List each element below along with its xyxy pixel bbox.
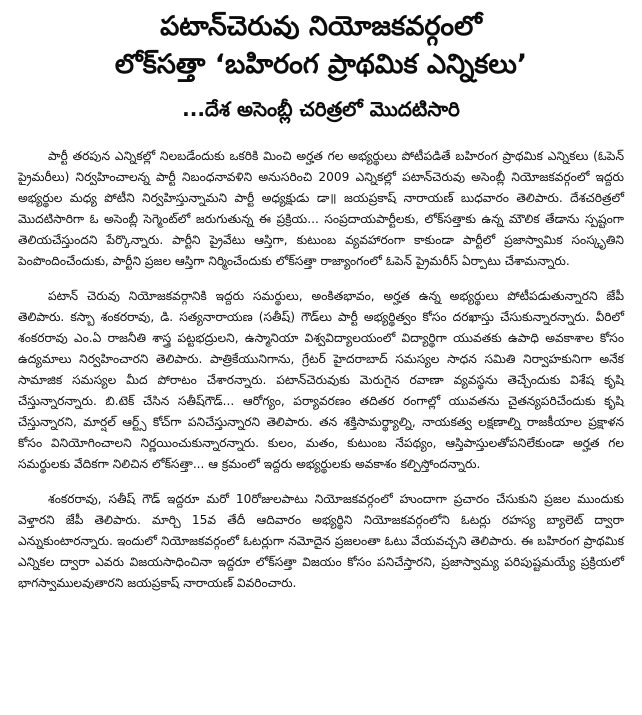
article-paragraph-1: పార్టీ తరపున ఎన్నికల్లో నిలబడేందుకు ఒకరికి మించి అర్హత గల అభ్యర్థులు పోటీపడితే బహిరంగ ప్రాథమిక ఎన్నికలు (ఓపెన్ ప్రైమరీలు) నిర్వహించాలన్న పార్టీ నిబంధనావళిని అనుసరించి 2009 ఎన్నికల్లో పటాన్‌చెరువు అసెంబ్లీ నియోజకవర్గంలో ఇద్దరు అభ్యర్థుల మధ్య పోటీని నిర్వహిస్తున్నామని పార్టీ అధ్యక్షుడు డా॥ జయప్రకాష్ నారాయణ్ బుధవారం తెలిపారు. దేశచరిత్రలో మొదటిసారిగా ఓ అసెంబ్లీ సెగ్మెంట్‌లో జరుగుతున్న ఈ ప్రక్రియ... సంప్రదాయపార్టీలకు, లోక్‌సత్తాకు ఉన్న మౌలిక తేడాను స్పష్టంగా తెలియచేస్తుందని పేర్కొన్నారు. పార్టీని ప్రైవేటు ఆస్తిగా, కుటుంబ వ్యవహారంగా కాకుండా పార్టీలో ప్రజాస్వామిక సంస్కృతిని పెంపొందించేందుకు, పార్టీని ప్రజల ఆస్తిగా నిర్మించేందుకు లోక్‌సత్తా రాజ్యాంగంలో ఓపెన్ ప్రైమరీస్ ఏర్పాటు చేశామన్నారు. bbox=[18, 149, 624, 268]
subheadline: ...దేశ అసెంబ్లీ చరిత్రలో మొదటిసారి bbox=[182, 97, 460, 121]
headline-line-1: పటాన్‌చెరువు నియోజకవర్గంలో bbox=[160, 11, 482, 42]
article-paragraph-3: శంకరరావు, సతీష్ గౌడ్ ఇద్దరూ మరో 10రోజులపాటు నియోజకవర్గంలో హుందాగా ప్రచారం చేసుకుని ప్రజల ముందుకు వెళ్తారని జేపీ తెలిపారు. మార్చి 15వ తేదీ ఆదివారం అభ్యర్థిని నియోజకవర్గంలోని ఓటర్లు రహస్య బ్యాలెట్ ద్వారా ఎన్నుకుంటారన్నారు. ఇందులో నియోజకవర్గంలో ఓటర్లుగా నమోదైన ప్రజలంతా ఓటు వేయవచ్చని తెలిపారు. ఈ బహిరంగ ప్రాథమిక ఎన్నికల ద్వారా ఎవరు విజయసాధించినా ఇద్దరూ లోక్‌సత్తా విజయం కోసం పనిచేస్తారని, ప్రజాస్వామ్య పరిపుష్టమయ్యే ప్రక్రియలో భాగస్వాములవుతారని జయప్రకాష్ నారాయణ్ వివరించారు. bbox=[18, 492, 624, 590]
headline-line-2: లోక్‌సత్తా ‘బహిరంగ ప్రాథమిక ఎన్నికలు’ bbox=[114, 49, 528, 80]
article-paragraph-2: పటాన్ చెరువు నియోజకవర్గానికి ఇద్దరు సమర్థులు, అంకితభావం, అర్హత ఉన్న అభ్యర్థులు పోటీపడుతున్నారని జేపీ తెలిపారు. కస్బా శంకరరావు, డి. సత్యనారాయణ (సతీష్) గౌడ్‌లు పార్టీ అభ్యర్థిత్వం కోసం దరఖాస్తు చేసుకున్నారన్నారు. వీరిలో శంకరరావు ఎం.ఏ రాజనీతి శాస్త్ర పట్టభద్రులని, ఉస్మానియా విశ్వవిద్యాలయంలో విద్యార్థిగా యువతకు ఉపాధి అవకాశాల కోసం ఉద్యమాలు నిర్వహించారని తెలిపారు. పాత్రికేయునిగాను, గ్రేటర్ హైదరాబాద్ సమస్యల సాధన సమితి నిర్వాహకునిగా అనేక సామాజిక సమస్యల మీద పోరాటం చేశారన్నారు. పటాన్‌చెరువుకు మెరుగైన రవాణా వ్యవస్థను తెచ్చేందుకు విశేష కృషి చేస్తున్నారన్నారు. బి.టెక్ చేసిన సతీష్‌గౌడ్... ఆరోగ్యం, పర్యావరణం తదితర రంగాల్లో యువతను చైతన్యపరిచేందుకు కృషి చేస్తున్నారని, మార్షల్ ఆర్ట్స్ కోచ్‌గా పనిచేస్తున్నారని తెలిపారు. తన శక్తిసామర్థ్యాల్ని, నాయకత్వ లక్షణాల్ని రాజకీయాల ప్రక్షాళన కోసం వినియోగించాలని నిర్ణయించుకున్నారన్నారు. కులం, మతం, కుటుంబ నేపథ్యం, ఆస్తిపాస్తులతోపనిలేకుండా అర్హత గల సమర్థులకు వేదికగా నిలిచిన లోక్‌సత్తా... ఆ క్రమంలో ఇద్దరు అభ్యర్థులకు అవకాశం కల్పిస్తోందన్నారు. bbox=[18, 289, 624, 471]
article-body bbox=[18, 146, 624, 594]
